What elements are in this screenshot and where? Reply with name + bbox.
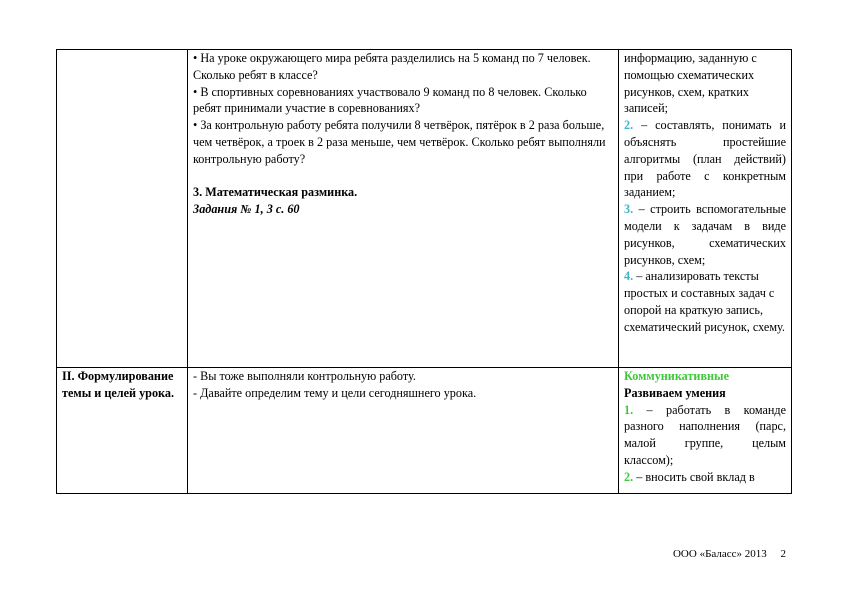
skills-cell — [619, 368, 792, 494]
skill-item — [624, 201, 786, 268]
skill-item — [624, 268, 786, 335]
skill-item — [624, 402, 786, 469]
stage-cell — [57, 50, 188, 368]
activity-cell — [188, 368, 619, 494]
skill-item — [624, 469, 786, 486]
tasks-reference: Задания № 1, 3 с. 60 — [193, 202, 300, 217]
skill-number: 2. — [624, 469, 634, 484]
skills-heading: Коммуникативные — [624, 369, 729, 383]
skill-text: – анализировать тексты простых и составных задач с опорой на краткую запись, схематический рисунок, схему. — [624, 269, 785, 334]
skills-intro: информацию, заданную с помощью схематических рисунков, схем, кратких записей; — [624, 51, 757, 116]
task-bullet: • На уроке окружающего мира ребята разделились на 5 команд по 7 человек. Сколько ребят в классе? — [193, 51, 591, 82]
skill-text: – составлять, понимать и объяснять простейшие алгоритмы (план действий) при работе с конкретным заданием; — [624, 118, 787, 200]
footer-company: ООО «Баласс» 2013 — [672, 548, 767, 560]
skill-number: 1. — [624, 402, 634, 417]
task-bullet: • За контрольную работу ребята получили 8 четвёрок, пятёрок в 2 раза больше, чем четвёрок, а троек в 2 раза меньше, чем четвёрок. Сколько ребят выполняли контрольную работу? — [193, 118, 606, 166]
skill-number: 2. — [624, 118, 634, 133]
teacher-line: - Давайте определим тему и цели сегодняшнего урока. — [193, 385, 477, 400]
stage-cell — [57, 368, 188, 494]
task-bullet: • В спортивных соревнованиях участвовало 9 команд по 8 человек. Сколько ребят принимали участие в соревнованиях? — [193, 84, 587, 116]
page-footer — [673, 547, 786, 561]
lesson-table — [56, 49, 792, 494]
skill-text: – работать в команде разного наполнения (парс, малой группе, целым классом); — [624, 402, 787, 467]
table-row — [57, 368, 792, 494]
skills-subheading: Развиваем умения — [624, 385, 726, 400]
stage-title: II. Формулирование темы и целей урока. — [62, 369, 175, 400]
activity-cell — [188, 50, 619, 368]
page-number: 2 — [780, 548, 786, 560]
section-title: 3. Математическая разминка. — [193, 185, 358, 200]
teacher-line: - Вы тоже выполняли контрольную работу. — [193, 369, 416, 383]
skill-number: 4. — [624, 269, 634, 284]
skills-cell — [619, 50, 792, 368]
table-row — [57, 50, 792, 368]
skill-number: 3. — [624, 202, 634, 217]
skill-text: – строить вспомогательные модели к задачам в виде рисунков, схематических рисунков, схем; — [624, 202, 786, 267]
skill-item — [624, 117, 786, 201]
skill-text: – вносить свой вклад в — [636, 469, 755, 484]
